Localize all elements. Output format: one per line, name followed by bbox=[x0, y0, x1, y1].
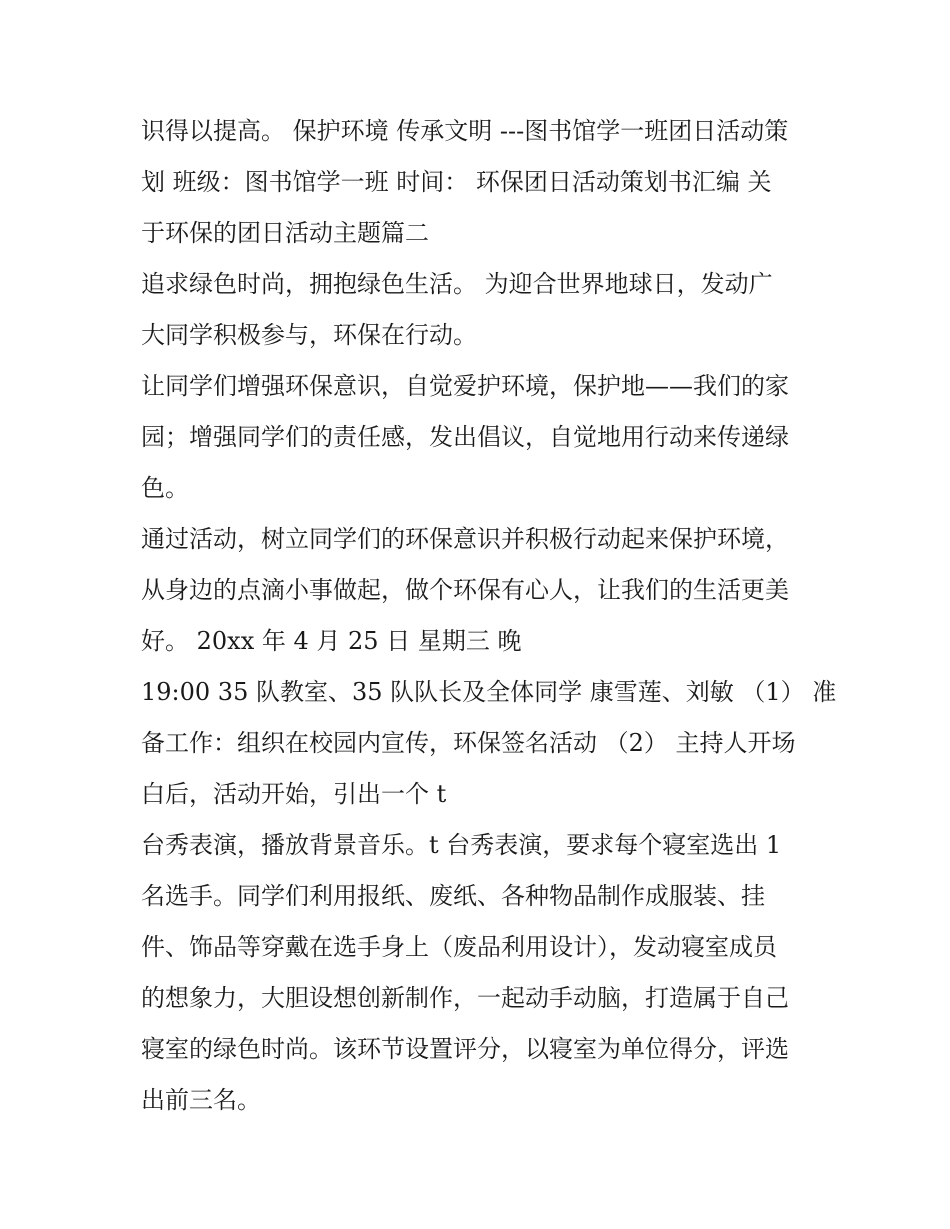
text-line: 园；增强同学们的责任感，发出倡议，自觉地用行动来传递绿 bbox=[141, 423, 789, 451]
text-line: 名选手。同学们利用报纸、废纸、各种物品制作成服装、挂 bbox=[141, 882, 765, 910]
text-line: 件、饰品等穿戴在选手身上（废品利用设计），发动寝室成员 bbox=[141, 933, 777, 961]
text-line: 色。 bbox=[141, 474, 189, 502]
text-line: 出前三名。 bbox=[141, 1086, 261, 1114]
text-line: 于环保的团日活动主题篇二 bbox=[141, 219, 429, 247]
text-line: 19:00 35 队教室、35 队队长及全体同学 康雪莲、刘敏 （1） 准 bbox=[141, 678, 837, 706]
text-line: 白后，活动开始，引出一个 t bbox=[141, 780, 447, 808]
text-line: 划 班级：图书馆学一班 时间： 环保团日活动策划书汇编 关 bbox=[141, 168, 772, 196]
text-line: 的想象力，大胆设想创新制作，一起动手动脑，打造属于自己 bbox=[141, 984, 789, 1012]
text-line: 识得以提高。 保护环境 传承文明 ---图书馆学一班团日活动策 bbox=[141, 117, 789, 145]
document-body bbox=[141, 106, 837, 1126]
text-line: 从身边的点滴小事做起，做个环保有心人，让我们的生活更美 bbox=[141, 576, 789, 604]
text-line: 让同学们增强环保意识，自觉爱护环境，保护地——我们的家 bbox=[141, 372, 789, 400]
text-line: 寝室的绿色时尚。该环节设置评分，以寝室为单位得分，评选 bbox=[141, 1035, 789, 1063]
text-line: 通过活动，树立同学们的环保意识并积极行动起来保护环境， bbox=[141, 525, 789, 553]
text-line: 好。 20xx 年 4 月 25 日 星期三 晚 bbox=[141, 627, 522, 655]
text-line: 台秀表演，播放背景音乐。t 台秀表演，要求每个寝室选出 1 bbox=[141, 831, 782, 859]
text-line: 备工作：组织在校园内宣传，环保签名活动 （2） 主持人开场 bbox=[141, 729, 796, 757]
text-line: 大同学积极参与，环保在行动。 bbox=[141, 321, 477, 349]
text-line: 追求绿色时尚，拥抱绿色生活。 为迎合世界地球日，发动广 bbox=[141, 270, 773, 298]
